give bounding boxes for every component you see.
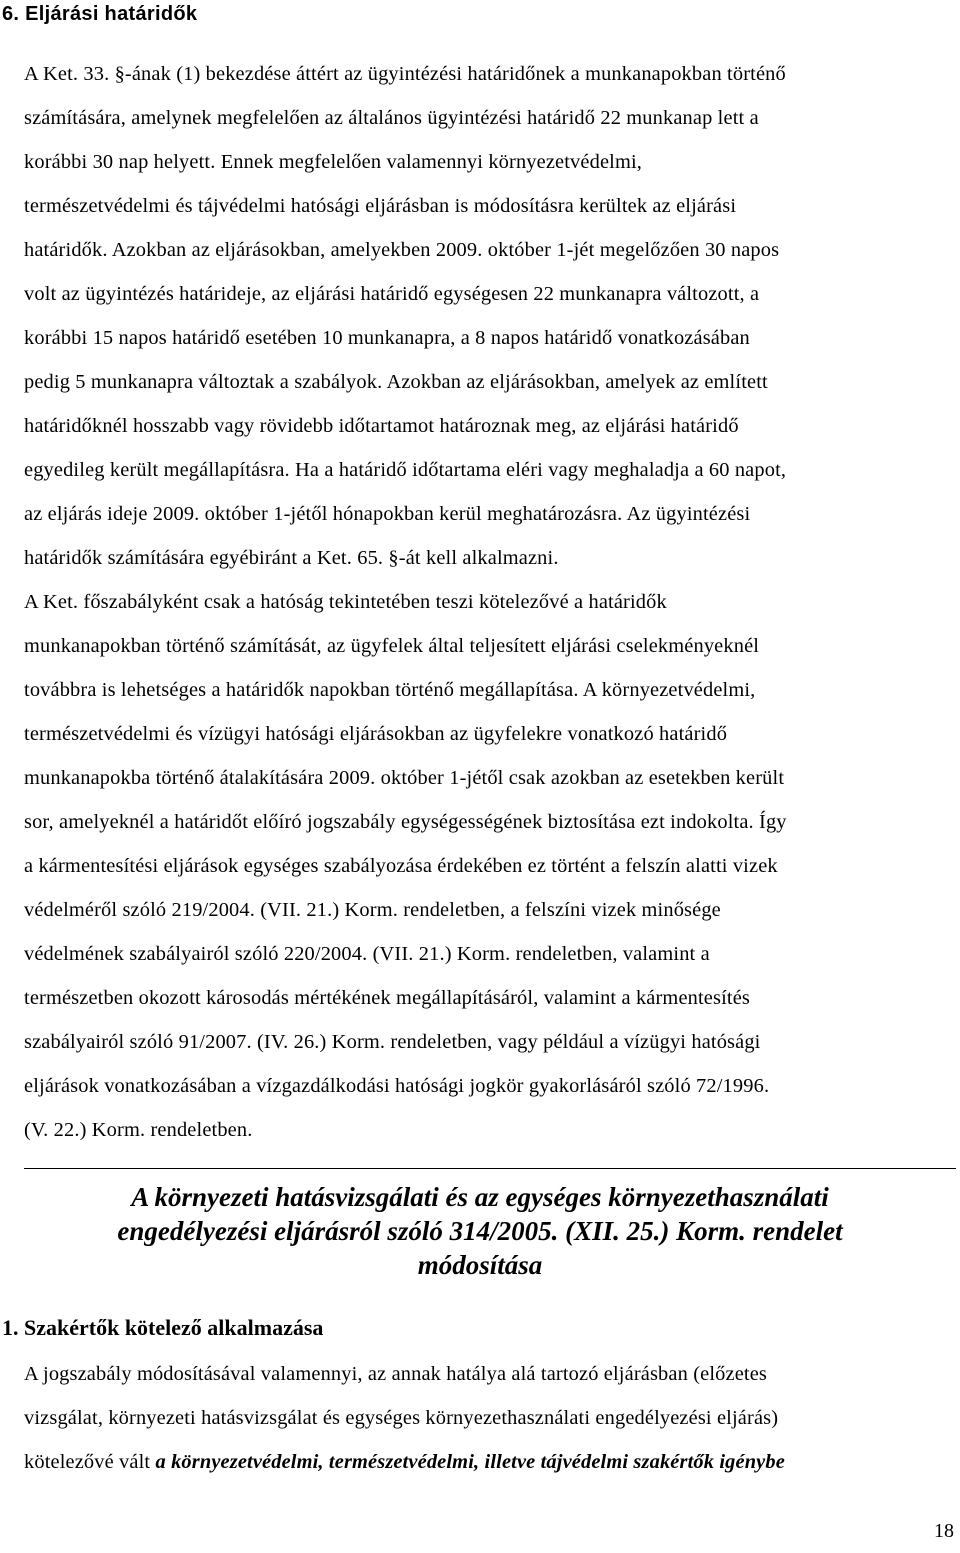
text-line: vizsgálat, környezeti hatásvizsgálat és egységes környezethasználati engedélyezési eljárás)	[24, 1407, 779, 1429]
emphasized-text: a környezetvédelmi, természetvédelmi, illetve tájvédelmi szakértők igénybe	[155, 1451, 785, 1473]
decree-title	[0, 1180, 960, 1282]
text-line: pedig 5 munkanapra változtak a szabályok. Azokban az eljárásokban, amelyek az említett	[24, 371, 768, 393]
text-line: védelmének szabályairól szóló 220/2004. (VII. 21.) Korm. rendeletben, valamint a	[24, 943, 710, 965]
text-line: számítására, amelynek megfelelően az általános ügyintézési határidő 22 munkanap lett a	[24, 107, 759, 129]
text-line: volt az ügyintézés határideje, az eljárási határidő egységesen 22 munkanapra változott, a	[24, 283, 760, 305]
section-heading: 6. Eljárási határidők	[2, 3, 198, 25]
text-line: korábbi 15 napos határidő esetében 10 munkanapra, a 8 napos határidő vonatkozásában	[24, 327, 750, 349]
text-line: természetben okozott károsodás mértékének megállapításáról, valamint a kármentesítés	[24, 987, 751, 1009]
text-line: A Ket. főszabályként csak a hatóság tekintetében teszi kötelezővé a határidők	[24, 591, 667, 613]
horizontal-divider	[24, 1168, 956, 1169]
text-line: eljárások vonatkozásában a vízgazdálkodási hatósági jogkör gyakorlásáról szóló 72/1996.	[24, 1075, 770, 1097]
text-line: A jogszabály módosításával valamennyi, az annak hatálya alá tartozó eljárásban (előzetes	[24, 1363, 767, 1385]
text-line-part: határidők. Azokban az eljárásokban, amelyekben 2009.	[24, 239, 483, 261]
paragraph-experts	[24, 1352, 956, 1484]
text-line: a kármentesítési eljárások egységes szabályozása érdekében ez történt a felszín alatti vizek	[24, 855, 778, 877]
text-line: szabályairól szóló 91/2007. (IV. 26.) Korm. rendeletben, vagy például a vízügyi hatósági	[24, 1031, 761, 1053]
title-line: engedélyezési eljárásról szóló 314/2005. (XII. 25.) Korm. rendelet	[117, 1216, 843, 1246]
title-line: A környezeti hatásvizsgálati és az egységes környezethasználati	[131, 1182, 829, 1212]
text-line-part: kötelezővé vált	[24, 1451, 156, 1473]
subsection-heading: 1. Szakértők kötelező alkalmazása	[2, 1315, 324, 1340]
text-line: korábbi 30 nap helyett. Ennek megfelelően valamennyi környezetvédelmi,	[24, 151, 643, 173]
text-line: védelméről szóló 219/2004. (VII. 21.) Korm. rendeletben, a felszíni vizek minősége	[24, 899, 721, 921]
text-line: az eljárás ideje 2009. október 1-jétől hónapokban kerül meghatározásra. Az ügyintézési	[24, 503, 751, 525]
paragraph-main-rule	[24, 580, 956, 1152]
title-line: módosítása	[417, 1250, 543, 1280]
text-line	[24, 228, 956, 272]
text-line: egyedileg került megállapításra. Ha a határidő időtartama eléri vagy meghaladja a 60 napot,	[24, 459, 787, 481]
text-line: határidőknél hosszabb vagy rövidebb időtartamot határoznak meg, az eljárási határidő	[24, 415, 739, 437]
page-number: 18	[934, 1520, 954, 1542]
text-line: határidők számítására egyébiránt a Ket. 65. §-át kell alkalmazni.	[24, 547, 559, 569]
text-line-part: október 1-jét megelőzően 30 napos	[482, 239, 780, 261]
text-line: A Ket. 33. §-ának (1) bekezdése áttért az ügyintézési határidőnek a munkanapokban történő	[24, 63, 786, 85]
paragraph-deadlines	[24, 52, 956, 580]
text-line	[24, 1440, 956, 1484]
text-line: munkanapokban történő számítását, az ügyfelek által teljesített eljárási cselekményeknél	[24, 635, 760, 657]
text-line: természetvédelmi és tájvédelmi hatósági eljárásban is módosításra kerültek az eljárási	[24, 195, 737, 217]
text-line: munkanapokba történő átalakítására 2009. október 1-jétől csak azokban az esetekben került	[24, 767, 785, 789]
text-line: továbbra is lehetséges a határidők napokban történő megállapítása. A környezetvédelmi,	[24, 679, 756, 701]
text-line: sor, amelyeknél a határidőt előíró jogszabály egységességének biztosítása ezt indokolta. Így	[24, 811, 787, 833]
text-line: természetvédelmi és vízügyi hatósági eljárásokban az ügyfelekre vonatkozó határidő	[24, 723, 728, 745]
text-line: (V. 22.) Korm. rendeletben.	[24, 1119, 253, 1141]
